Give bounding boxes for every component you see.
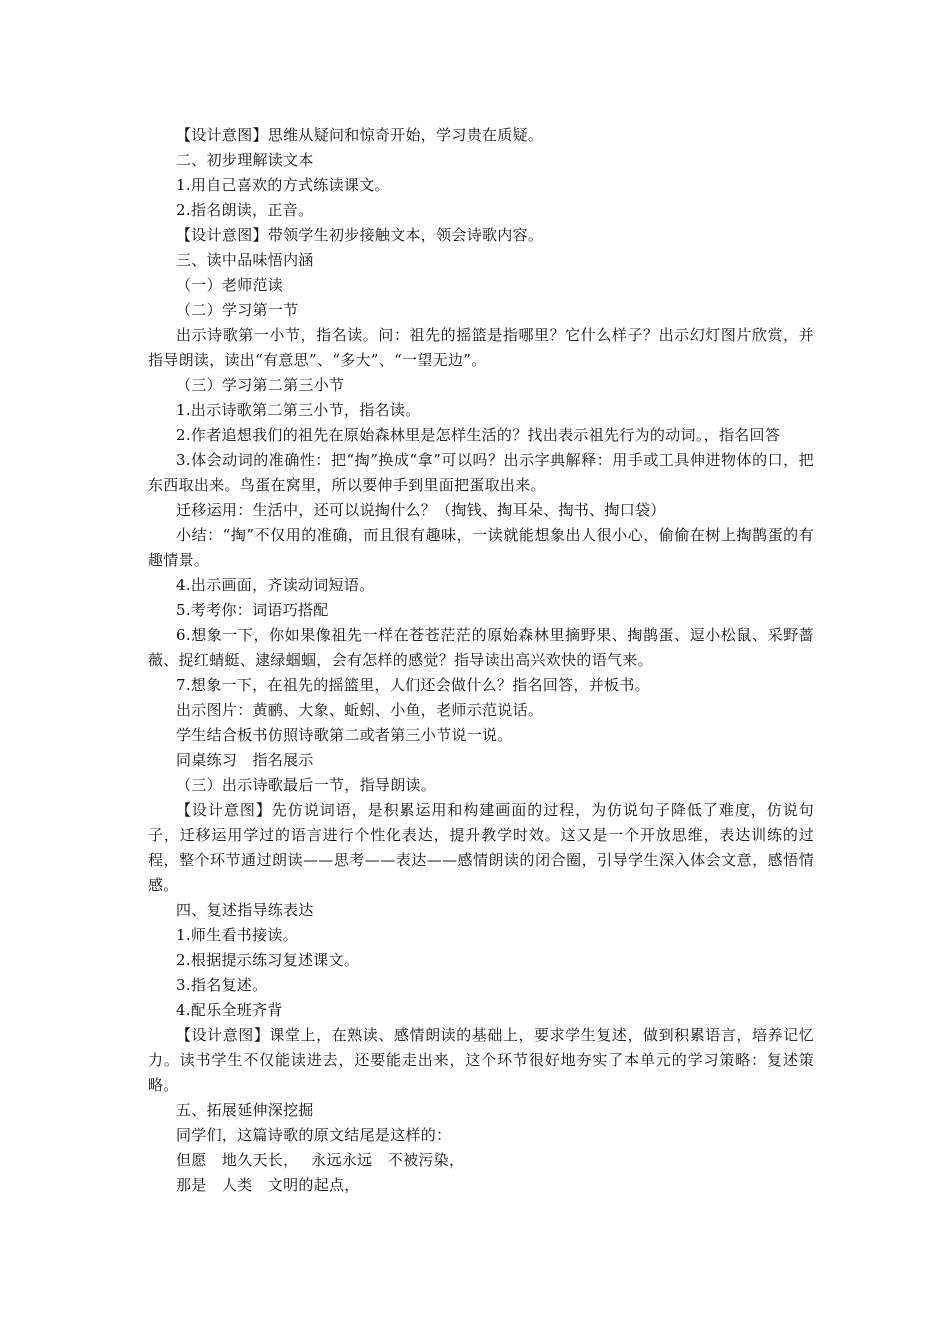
design-intent-line: 【设计意图】带领学生初步接触文本，领会诗歌内容。 — [176, 226, 544, 244]
poem-line: 那是 人类 文明的起点， — [176, 1176, 360, 1194]
text-line: 3.指名复述。 — [176, 976, 268, 994]
poem-line: 但愿 地久天长， 永远永远 不被污染， — [176, 1151, 465, 1169]
design-intent-paragraph: 【设计意图】先仿说词语，是积累运用和构建画面的过程，为仿说句子降低了难度，仿说句子，迁移运用学过的语言进行个性化表达，提升教学时效。这又是一个开放思维，表达训练的过程，整个环节通过朗读——思考——表达——感情朗读的闭合圈，引导学生深入体会文意，感悟情感。 — [148, 801, 814, 894]
design-intent-paragraph: 【设计意图】课堂上，在熟读、感情朗读的基础上，要求学生复述，做到积累语言，培养记忆力。读书学生不仅能读进去，还要能走出来，这个环节很好地夯实了本单元的学习策略：复述策略。 — [148, 1026, 814, 1094]
text-line: 4.出示画面，齐读动词短语。 — [176, 576, 375, 594]
text-line: 1.出示诗歌第二第三小节，指名读。 — [176, 401, 421, 419]
paragraph: 6.想象一下，你如果像祖先一样在苍苍茫茫的原始森林里摘野果、掏鹊蛋、逗小松鼠、采野蔷薇、捉红蜻蜓、逮绿蝈蝈，会有怎样的感觉？指导读出高兴欢快的语气来。 — [148, 626, 814, 669]
paragraph: 3.体会动词的准确性：把“掏”换成“拿”可以吗？出示字典解释：用手或工具伸进物体的口，把东西取出来。鸟蛋在窝里，所以要伸手到里面把蛋取出来。 — [148, 451, 814, 494]
paragraph: 2.作者追想我们的祖先在原始森林里是怎样生活的？找出表示祖先行为的动词。，指名回答 — [176, 426, 781, 444]
text-line: 2.根据提示练习复述课文。 — [176, 951, 360, 969]
design-intent-line: 【设计意图】思维从疑问和惊奇开始，学习贵在质疑。 — [176, 126, 544, 144]
section-heading: 五、拓展延伸深挖掘 — [176, 1101, 314, 1119]
paragraph: 出示诗歌第一小节，指名读。问：祖先的摇篮是指哪里？它什么样子？出示幻灯图片欣赏，并指导朗读，读出“有意思”、“多大”、“一望无边”。 — [148, 326, 814, 369]
subsection-heading: （三）出示诗歌最后一节，指导朗读。 — [176, 776, 437, 794]
section-heading: 四、复述指导练表达 — [176, 901, 314, 919]
text-line: 1.用自己喜欢的方式练读课文。 — [176, 176, 390, 194]
section-heading: 三、读中品味悟内涵 — [176, 251, 314, 269]
text-line: 学生结合板书仿照诗歌第二或者第三小节说一说。 — [176, 726, 513, 744]
document-body — [148, 123, 814, 1198]
text-line: 4.配乐全班齐背 — [176, 1001, 283, 1019]
text-line: 同学们，这篇诗歌的原文结尾是这样的： — [176, 1126, 452, 1144]
text-line: 同桌练习 指名展示 — [176, 751, 314, 769]
text-line: 2.指名朗读，正音。 — [176, 201, 314, 219]
section-heading: 二、初步理解读文本 — [176, 151, 314, 169]
subsection-heading: （一）老师范读 — [176, 276, 284, 294]
text-line: 出示图片：黄鹂、大象、蚯蚓、小鱼，老师示范说话。 — [176, 701, 544, 719]
paragraph: 小结：“掏”不仅用的准确，而且很有趣味，一读就能想象出人很小心，偷偷在树上掏鹊蛋的有趣情景。 — [148, 526, 814, 569]
subsection-heading: （三）学习第二第三小节 — [176, 376, 345, 394]
text-line: 迁移运用：生活中，还可以说掏什么？（掏钱、掏耳朵、掏书、掏口袋） — [176, 501, 666, 519]
text-line: 7.想象一下，在祖先的摇篮里，人们还会做什么？指名回答，并板书。 — [176, 676, 650, 694]
text-line: 5.考考你：词语巧搭配 — [176, 601, 329, 619]
text-line: 1.师生看书接读。 — [176, 926, 299, 944]
subsection-heading: （二）学习第一节 — [176, 301, 299, 319]
